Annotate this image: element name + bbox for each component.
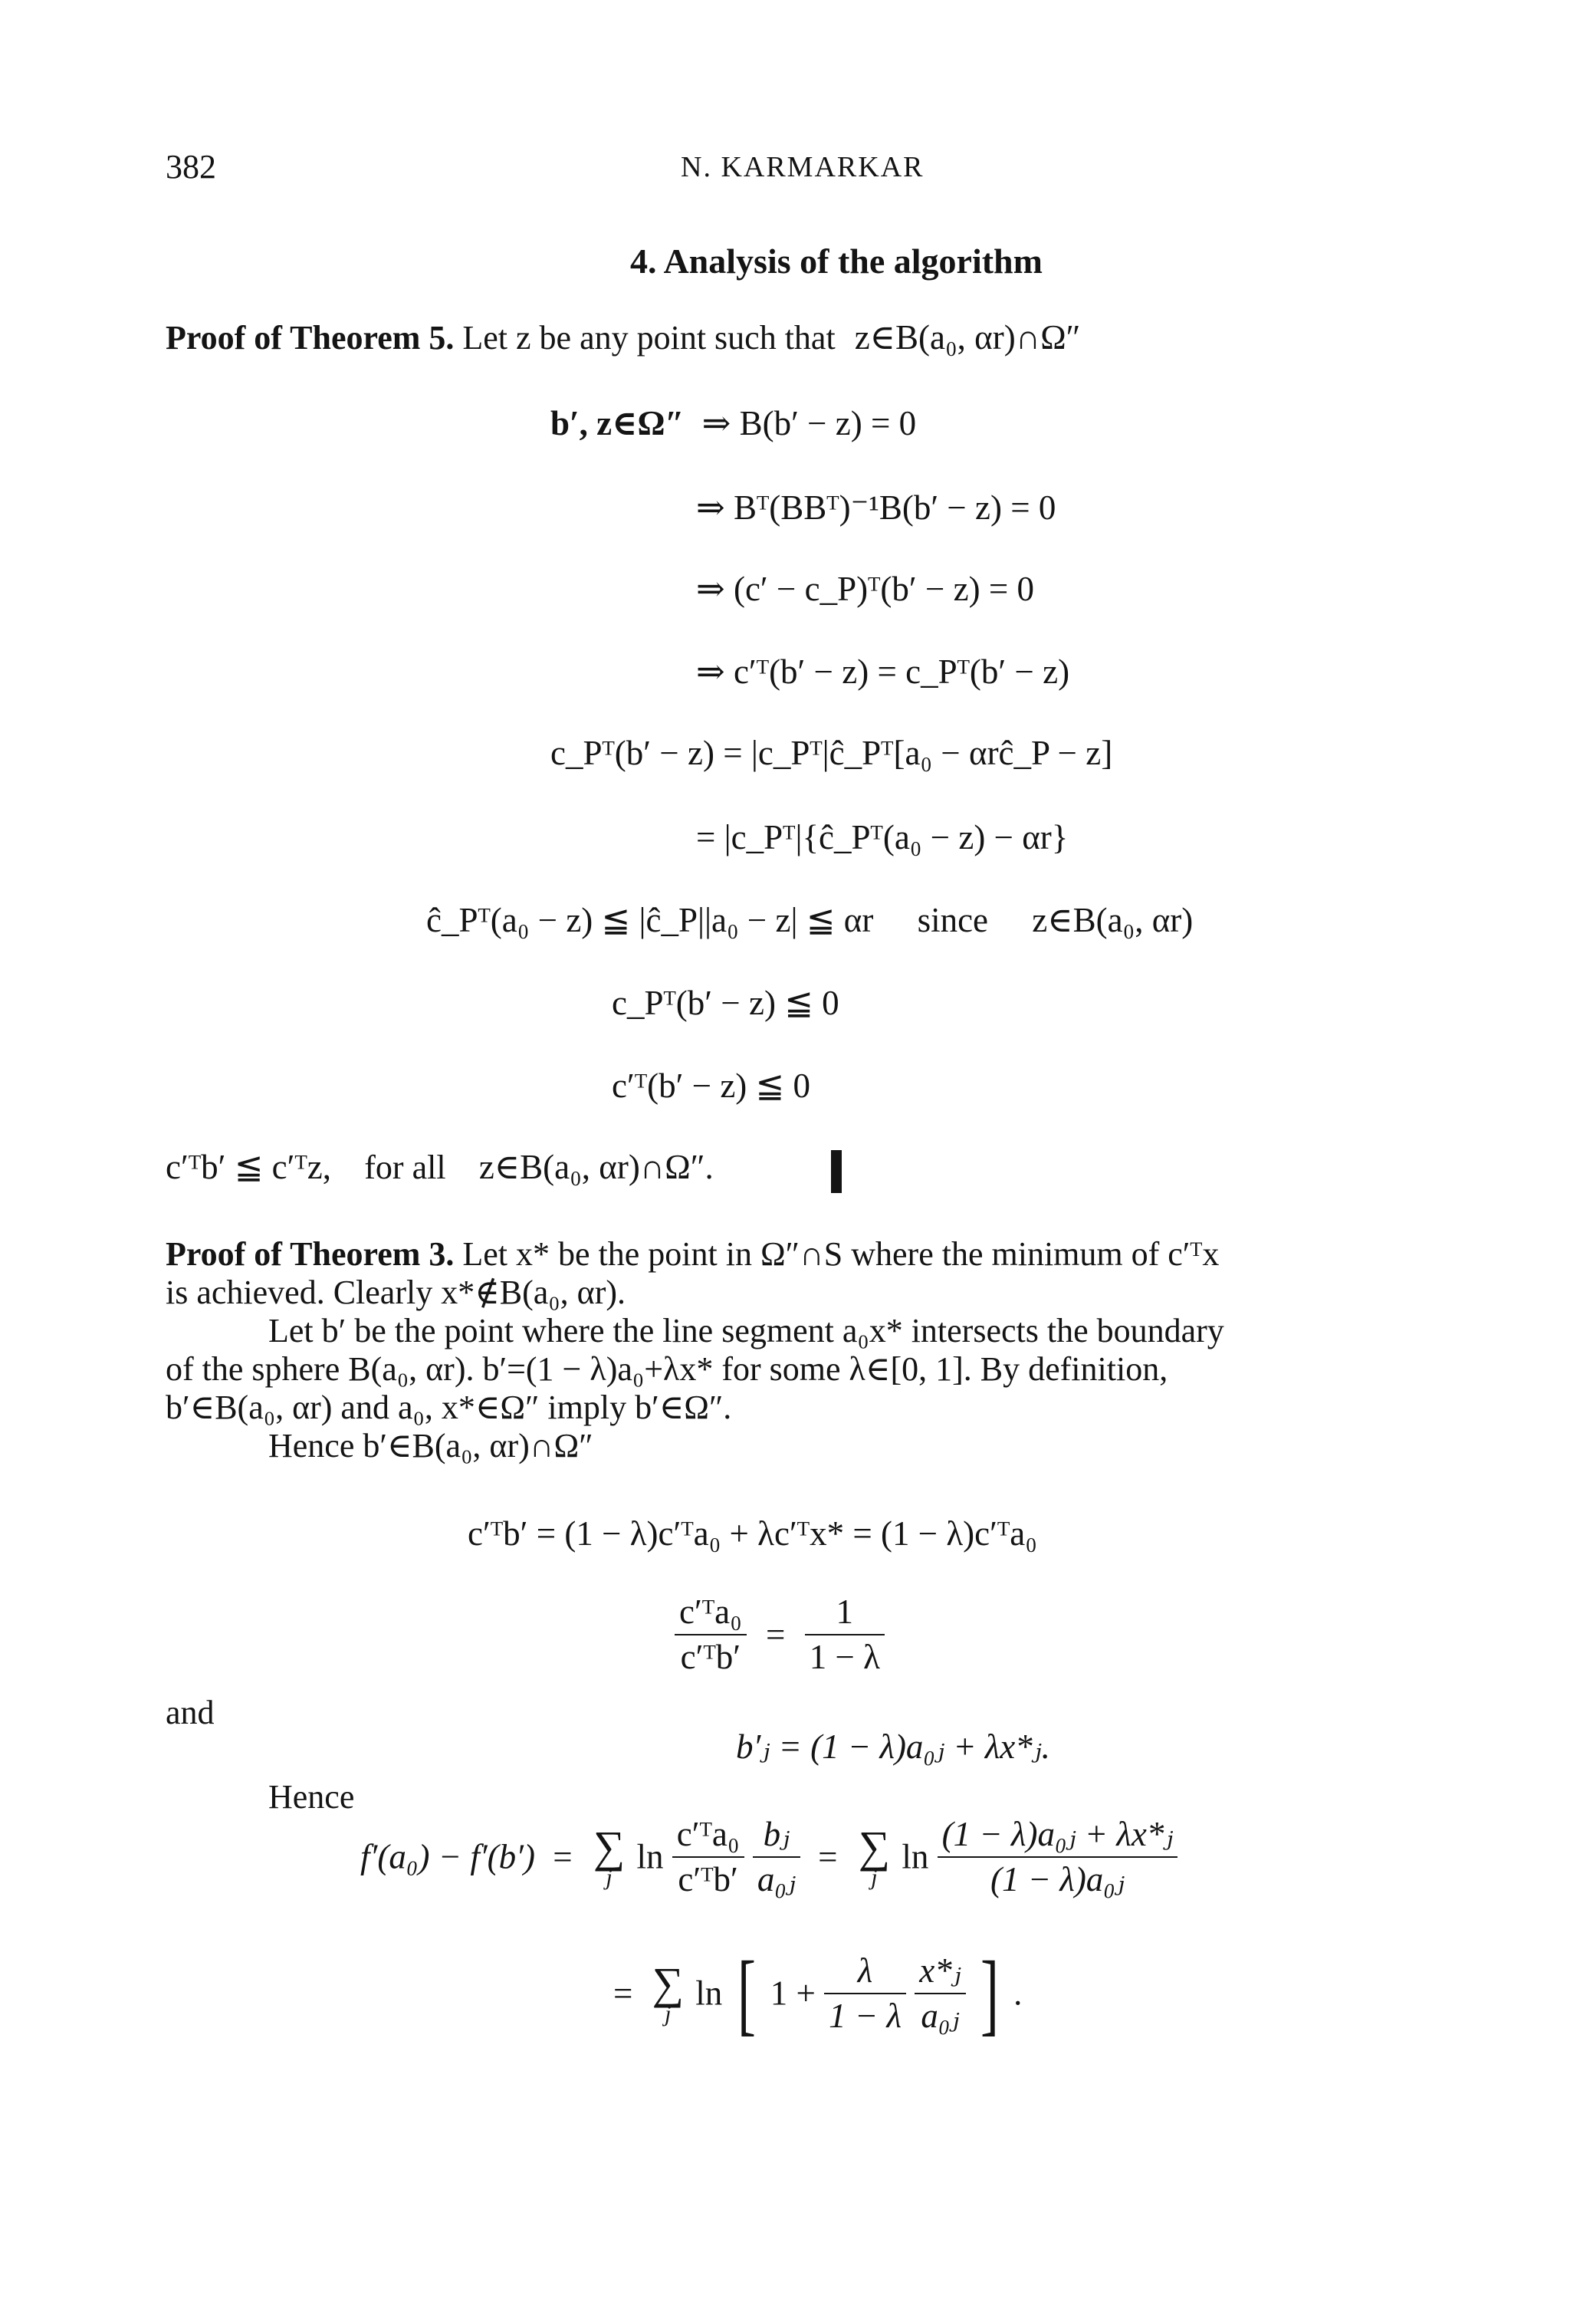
eq6: = |c_Pᵀ|{ĉ_Pᵀ(a₀ − z) − αr} <box>696 818 1069 856</box>
theorem3-line5: b′∈B(a₀, αr) and a₀, x*∈Ω″ imply b′∈Ω″. <box>166 1389 732 1426</box>
eq12-frac-right: $\frac{1}{1 - \lambda}$ <box>805 1595 885 1675</box>
section-title: 4. Analysis of the algorithm <box>630 242 1043 281</box>
page-number: 382 <box>166 148 216 186</box>
eq10-expr: c′ᵀb′ ≦ c′ᵀz, <box>166 1148 332 1186</box>
eq7-condition: z∈B(a₀, αr) <box>1032 901 1194 939</box>
theorem3-line6: Hence b′∈B(a₀, αr)∩Ω″ <box>268 1427 593 1464</box>
sum-symbol-2: ∑ j <box>858 1822 891 1890</box>
eq12: $\frac{\text{c′ᵀa₀}}{\text{c′ᵀb′}}$ = $\frac{1}{1 - \lambda}$ <box>675 1595 885 1675</box>
eq7-expr: ĉ_Pᵀ(a₀ − z) ≦ |ĉ_P||a₀ − z| ≦ αr <box>426 901 874 939</box>
sum-symbol-3: ∑ j <box>652 1958 684 2027</box>
theorem3-line4: of the sphere B(a₀, αr). b′=(1 − λ)a₀+λx* for some λ∈[0, 1]. By definition, <box>166 1350 1168 1388</box>
eq8: c_Pᵀ(b′ − z) ≦ 0 <box>612 984 839 1022</box>
eq3: ⇒ (c′ − c_P)ᵀ(b′ − z) = 0 <box>696 570 1034 608</box>
theorem3-label: Proof of Theorem 3. <box>166 1235 455 1273</box>
qed-mark <box>831 1150 842 1193</box>
eq13: b′ⱼ = (1 − λ)a₀ⱼ + λx*ⱼ. <box>736 1727 1050 1766</box>
theorem5-intro-line <box>166 320 1080 355</box>
theorem3-line1 <box>166 1235 1220 1273</box>
eq5: c_Pᵀ(b′ − z) = |c_Pᵀ|ĉ_Pᵀ[a₀ − αrĉ_P − z] <box>550 734 1113 772</box>
eq7 <box>426 903 1193 938</box>
running-title: N. KARMARKAR <box>681 151 925 183</box>
theorem3-line1-text: Let x* be the point in Ω″∩S where the minimum of c′ᵀx <box>462 1235 1220 1273</box>
eq9: c′ᵀ(b′ − z) ≦ 0 <box>612 1067 810 1105</box>
eq1 <box>550 406 916 441</box>
eq14-frac-2: $\frac{\text{bⱼ}}{\text{a₀ⱼ}}$ <box>753 1817 800 1897</box>
eq10 <box>166 1150 714 1185</box>
eq15-frac-2: $\frac{\text{x*ⱼ}}{\text{a₀ⱼ}}$ <box>915 1954 965 2033</box>
eq4: ⇒ c′ᵀ(b′ − z) = c_Pᵀ(b′ − z) <box>696 652 1070 691</box>
eq15-frac-1: $\frac{\lambda}{1 - \lambda}$ <box>824 1954 906 2033</box>
eq14-lhs: f′(a₀) − f′(b′) <box>360 1837 535 1876</box>
eq2: ⇒ Bᵀ(BBᵀ)⁻¹B(b′ − z) = 0 <box>696 488 1056 527</box>
eq12-frac-left: $\frac{\text{c′ᵀa₀}}{\text{c′ᵀb′}}$ <box>675 1595 747 1675</box>
eq14: f′(a₀) − f′(b′) = ∑ j ln $\frac{\text{c′ᵀa₀}}{\text{c′ᵀb′}}$ $\frac{\text{bⱼ}}{\text{a₀ⱼ}}$ = ∑ j ln $\frac{\text{(1 − λ)a₀ⱼ + λx*ⱼ}}{\text{(1 − λ)a₀ⱼ}}$ <box>360 1817 1178 1897</box>
eq10-condition: z∈B(a₀, αr)∩Ω″. <box>478 1148 714 1186</box>
theorem5-condition: z∈B(a₀, αr)∩Ω″ <box>854 318 1081 357</box>
theorem5-label: Proof of Theorem 5. <box>166 319 455 357</box>
eq1-rhs: ⇒ B(b′ − z) = 0 <box>701 404 917 442</box>
theorem3-line2: is achieved. Clearly x*∉B(a₀, αr). <box>166 1274 626 1311</box>
eq11: c′ᵀb′ = (1 − λ)c′ᵀa₀ + λc′ᵀx* = (1 − λ)c′ᵀa₀ <box>468 1514 1037 1553</box>
sum-symbol-1: ∑ j <box>593 1822 626 1890</box>
theorem5-intro: Let z be any point such that <box>462 319 836 357</box>
word-hence: Hence <box>268 1778 355 1816</box>
eq7-since: since <box>917 901 989 939</box>
eq14-frac-3: $\frac{\text{(1 − λ)a₀ⱼ + λx*ⱼ}}{\text{(1 − λ)a₀ⱼ}}$ <box>938 1817 1178 1897</box>
eq1-lhs: b′, z∈Ω″ <box>550 404 685 442</box>
eq15: = ∑ j ln [ 1 + $\frac{\lambda}{1 - \lambda}$ $\frac{\text{x*ⱼ}}{\text{a₀ⱼ}}$ ] . <box>613 1942 1023 2044</box>
word-and: and <box>166 1694 215 1731</box>
eq10-forall: for all <box>364 1149 446 1186</box>
theorem3-line3: Let b′ be the point where the line segment a₀x* intersects the boundary <box>268 1312 1224 1349</box>
eq14-frac-1: $\frac{\text{c′ᵀa₀}}{\text{c′ᵀb′}}$ <box>672 1817 744 1897</box>
